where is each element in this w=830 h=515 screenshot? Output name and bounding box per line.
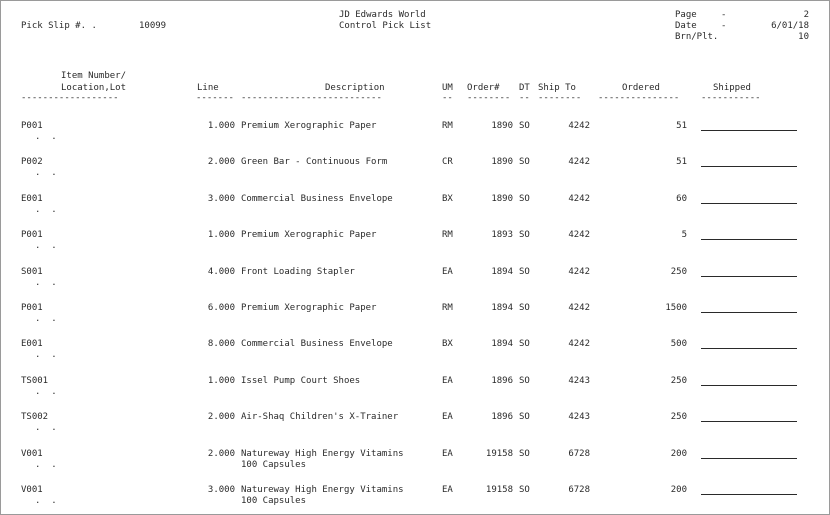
col-line-header: Line <box>197 83 219 93</box>
document-type: SO <box>519 449 530 459</box>
shipped-entry-line[interactable] <box>701 348 797 349</box>
shipped-entry-line[interactable] <box>701 494 797 495</box>
item-number: P001 <box>21 121 43 131</box>
unit-of-measure: BX <box>442 194 453 204</box>
ship-to: 4243 <box>568 376 590 386</box>
order-number: 1894 <box>491 339 513 349</box>
line-number: 2.000 <box>207 157 235 167</box>
col-location-lot-header: Location,Lot <box>61 83 127 93</box>
quantity-ordered: 500 <box>670 339 687 349</box>
document-type: SO <box>519 230 530 240</box>
shipped-entry-line[interactable] <box>701 203 797 204</box>
location-lot: . . <box>35 132 57 142</box>
separator-ordered: --------------- <box>598 93 680 103</box>
document-type: SO <box>519 485 530 495</box>
document-type: SO <box>519 303 530 313</box>
shipped-entry-line[interactable] <box>701 130 797 131</box>
location-lot: . . <box>35 387 57 397</box>
item-description: Issel Pump Court Shoes <box>241 376 361 386</box>
quantity-ordered: 51 <box>676 157 687 167</box>
unit-of-measure: RM <box>442 121 453 131</box>
separator-ship-to: -------- <box>538 93 582 103</box>
page-separator: - <box>721 10 727 20</box>
separator-shipped: ----------- <box>701 93 761 103</box>
item-description: Premium Xerographic Paper <box>241 121 377 131</box>
line-number: 3.000 <box>207 194 235 204</box>
ship-to: 6728 <box>568 449 590 459</box>
separator-order: -------- <box>467 93 511 103</box>
document-type: SO <box>519 194 530 204</box>
col-item-number-header: Item Number/ <box>61 71 127 81</box>
item-description: Commercial Business Envelope <box>241 194 393 204</box>
ship-to: 4242 <box>568 230 590 240</box>
branch-value: 10 <box>798 32 809 42</box>
separator-um: -- <box>442 93 453 103</box>
item-number: V001 <box>21 485 43 495</box>
item-number: P002 <box>21 157 43 167</box>
item-number: TS001 <box>21 376 49 386</box>
item-number: P001 <box>21 230 43 240</box>
location-lot: . . <box>35 460 57 470</box>
item-description: Natureway High Energy Vitamins <box>241 485 404 495</box>
location-lot: . . <box>35 278 57 288</box>
date-separator: - <box>721 21 727 31</box>
item-description: Premium Xerographic Paper <box>241 303 377 313</box>
unit-of-measure: RM <box>442 230 453 240</box>
shipped-entry-line[interactable] <box>701 458 797 459</box>
page-number: 2 <box>803 10 809 20</box>
item-description: Commercial Business Envelope <box>241 339 393 349</box>
col-dt-header: DT <box>519 83 530 93</box>
col-order-header: Order# <box>467 83 500 93</box>
order-number: 1890 <box>491 121 513 131</box>
quantity-ordered: 200 <box>670 449 687 459</box>
date-label: Date <box>675 21 697 31</box>
separator-item: ------------------ <box>21 93 119 103</box>
ship-to: 4242 <box>568 194 590 204</box>
ship-to: 4242 <box>568 157 590 167</box>
order-number: 1890 <box>491 194 513 204</box>
line-number: 8.000 <box>207 339 235 349</box>
quantity-ordered: 5 <box>681 230 687 240</box>
order-number: 19158 <box>485 485 513 495</box>
shipped-entry-line[interactable] <box>701 385 797 386</box>
line-number: 4.000 <box>207 267 235 277</box>
separator-description: -------------------------- <box>241 93 382 103</box>
quantity-ordered: 250 <box>670 376 687 386</box>
location-lot: . . <box>35 314 57 324</box>
order-number: 1893 <box>491 230 513 240</box>
line-number: 6.000 <box>207 303 235 313</box>
col-um-header: UM <box>442 83 453 93</box>
ship-to: 4242 <box>568 121 590 131</box>
quantity-ordered: 250 <box>670 267 687 277</box>
branch-label: Brn/Plt. <box>675 32 719 42</box>
item-description-2: 100 Capsules <box>241 460 307 470</box>
item-number: V001 <box>21 449 43 459</box>
item-number: TS002 <box>21 412 49 422</box>
item-description: Front Loading Stapler <box>241 267 355 277</box>
order-number: 1896 <box>491 376 513 386</box>
report-title: Control Pick List <box>339 21 432 31</box>
item-number: E001 <box>21 194 43 204</box>
ship-to: 4243 <box>568 412 590 422</box>
unit-of-measure: EA <box>442 267 453 277</box>
ship-to: 4242 <box>568 303 590 313</box>
shipped-entry-line[interactable] <box>701 166 797 167</box>
document-type: SO <box>519 412 530 422</box>
shipped-entry-line[interactable] <box>701 421 797 422</box>
order-number: 1890 <box>491 157 513 167</box>
location-lot: . . <box>35 168 57 178</box>
col-ordered-header: Ordered <box>622 83 660 93</box>
location-lot: . . <box>35 423 57 433</box>
ship-to: 4242 <box>568 339 590 349</box>
col-shipped-header: Shipped <box>713 83 751 93</box>
order-number: 1894 <box>491 267 513 277</box>
item-number: E001 <box>21 339 43 349</box>
document-type: SO <box>519 157 530 167</box>
order-number: 1894 <box>491 303 513 313</box>
line-number: 2.000 <box>207 412 235 422</box>
ship-to: 6728 <box>568 485 590 495</box>
item-description: Green Bar - Continuous Form <box>241 157 388 167</box>
quantity-ordered: 1500 <box>665 303 687 313</box>
item-number: S001 <box>21 267 43 277</box>
unit-of-measure: EA <box>442 485 453 495</box>
line-number: 1.000 <box>207 376 235 386</box>
item-number: P001 <box>21 303 43 313</box>
item-description: Natureway High Energy Vitamins <box>241 449 404 459</box>
order-number: 19158 <box>485 449 513 459</box>
line-number: 3.000 <box>207 485 235 495</box>
item-description-2: 100 Capsules <box>241 496 307 506</box>
col-ship-to-header: Ship To <box>538 83 576 93</box>
line-number: 1.000 <box>207 230 235 240</box>
shipped-entry-line[interactable] <box>701 276 797 277</box>
item-description: Air-Shaq Children's X-Trainer <box>241 412 399 422</box>
unit-of-measure: EA <box>442 412 453 422</box>
line-number: 1.000 <box>207 121 235 131</box>
pick-slip-label: Pick Slip #. . <box>21 21 97 31</box>
ship-to: 4242 <box>568 267 590 277</box>
quantity-ordered: 51 <box>676 121 687 131</box>
document-type: SO <box>519 267 530 277</box>
pick-slip-number: 10099 <box>139 21 167 31</box>
quantity-ordered: 200 <box>670 485 687 495</box>
company-name: JD Edwards World <box>339 10 426 20</box>
order-number: 1896 <box>491 412 513 422</box>
document-type: SO <box>519 339 530 349</box>
document-type: SO <box>519 121 530 131</box>
unit-of-measure: RM <box>442 303 453 313</box>
location-lot: . . <box>35 205 57 215</box>
item-description: Premium Xerographic Paper <box>241 230 377 240</box>
shipped-entry-line[interactable] <box>701 312 797 313</box>
document-type: SO <box>519 376 530 386</box>
unit-of-measure: EA <box>442 449 453 459</box>
quantity-ordered: 250 <box>670 412 687 422</box>
location-lot: . . <box>35 241 57 251</box>
unit-of-measure: BX <box>442 339 453 349</box>
col-description-header: Description <box>325 83 385 93</box>
location-lot: . . <box>35 496 57 506</box>
page-label: Page <box>675 10 697 20</box>
report-date: 6/01/18 <box>771 21 809 31</box>
separator-dt: -- <box>519 93 530 103</box>
separator-line: ------- <box>196 93 234 103</box>
unit-of-measure: CR <box>442 157 453 167</box>
line-number: 2.000 <box>207 449 235 459</box>
shipped-entry-line[interactable] <box>701 239 797 240</box>
quantity-ordered: 60 <box>676 194 687 204</box>
unit-of-measure: EA <box>442 376 453 386</box>
location-lot: . . <box>35 350 57 360</box>
